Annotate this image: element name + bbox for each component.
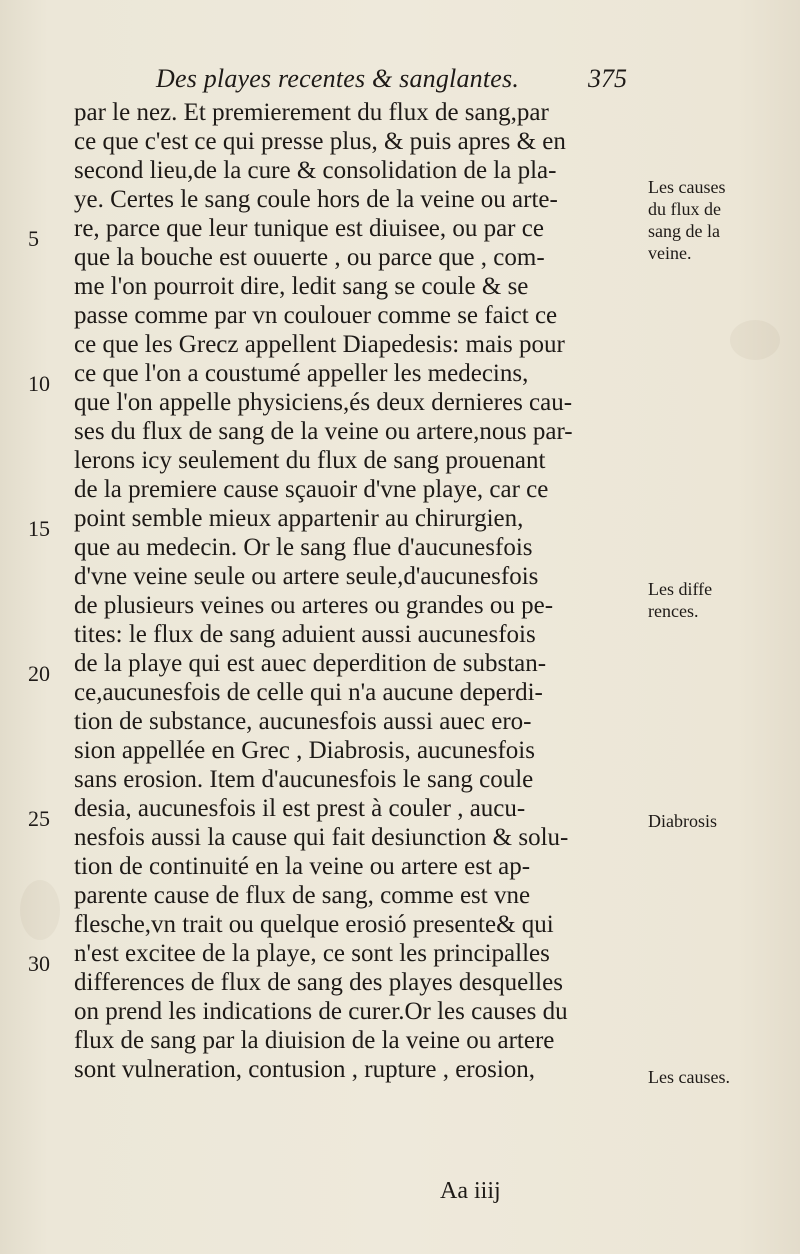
margin-note-line: Les causes [648, 177, 726, 197]
text-line: second lieu,de la cure & consolidation de la pla- [74, 157, 557, 184]
text-line: passe comme par vn coulouer comme se faict ce [74, 302, 558, 329]
margin-note-line: veine. [648, 243, 692, 263]
text-line: ce que les Grecz appellent Diapedesis: mais pour [74, 331, 565, 358]
running-title: Des playes recentes & sanglantes. [156, 64, 520, 93]
margin-note-line: du flux de [648, 199, 721, 219]
line-number-20: 20 [28, 661, 50, 686]
text-line: que l'on appelle physiciens,és deux dernieres cau- [74, 389, 573, 416]
margin-note-causes [648, 1066, 788, 1088]
text-line: d'vne veine seule ou artere seule,d'aucunesfois [74, 563, 539, 590]
text-line: par le nez. Et premierement du flux de sang,par [74, 99, 549, 126]
margin-note-line: sang de la [648, 221, 720, 241]
text-line: flesche,vn trait ou quelque erosió presente& qui [74, 911, 554, 938]
text-line: sans erosion. Item d'aucunesfois le sang coule [74, 766, 534, 793]
line-number-15: 15 [28, 516, 50, 541]
line-number-5: 5 [28, 226, 39, 251]
text-line: ce,aucunesfois de celle qui n'a aucune deperdi- [74, 679, 543, 706]
text-line: on prend les indications de curer.Or les causes du [74, 998, 568, 1025]
page-number: 375 [588, 64, 627, 93]
signature-mark: Aa iiij [440, 1178, 501, 1204]
text-line: de la playe qui est auec deperdition de substan- [74, 650, 547, 677]
text-line: differences de flux de sang des playes desquelles [74, 969, 563, 996]
text-line: desia, aucunesfois il est prest à couler , aucu- [74, 795, 526, 822]
margin-note-line: Les causes. [648, 1067, 730, 1087]
text-line: point semble mieux appartenir au chirurgien, [74, 505, 524, 532]
text-line: tites: le flux de sang aduient aussi aucunesfois [74, 621, 536, 648]
margin-note-differences [648, 578, 788, 622]
line-number-30: 30 [28, 951, 50, 976]
margin-note-line: rences. [648, 601, 699, 621]
paper-stain [730, 320, 780, 360]
text-line: sont vulneration, contusion , rupture , erosion, [74, 1056, 536, 1083]
line-number-25: 25 [28, 806, 50, 831]
text-line: de la premiere cause sçauoir d'vne playe, car ce [74, 476, 549, 503]
text-line: tion de continuité en la veine ou artere est ap- [74, 853, 531, 880]
text-line: tion de substance, aucunesfois aussi auec ero- [74, 708, 532, 735]
text-line: ce que l'on a coustumé appeller les medecins, [74, 360, 529, 387]
text-line: ses du flux de sang de la veine ou artere,nous par- [74, 418, 573, 445]
main-text [74, 98, 654, 1084]
text-line: flux de sang par la diuision de la veine ou artere [74, 1027, 555, 1054]
text-line: n'est excitee de la playe, ce sont les principalles [74, 940, 550, 967]
text-line: ce que c'est ce qui presse plus, & puis apres & en [74, 128, 566, 155]
text-line: de plusieurs veines ou arteres ou grandes ou pe- [74, 592, 554, 619]
text-line: lerons icy seulement du flux de sang prouenant [74, 447, 546, 474]
text-line: que au medecin. Or le sang flue d'aucunesfois [74, 534, 533, 561]
text-line: re, parce que leur tunique est diuisee, ou par ce [74, 215, 544, 242]
line-number-10: 10 [28, 371, 50, 396]
paper-stain [20, 880, 60, 940]
text-line: sion appellée en Grec , Diabrosis, aucunesfois [74, 737, 535, 764]
text-line: nesfois aussi la cause qui fait desiunction & solu- [74, 824, 569, 851]
margin-note-line: Les diffe [648, 579, 713, 599]
margin-note-causes-veine [648, 176, 788, 264]
text-line: me l'on pourroit dire, ledit sang se coule & se [74, 273, 529, 300]
text-line: ye. Certes le sang coule hors de la veine ou arte- [74, 186, 558, 213]
text-line: parente cause de flux de sang, comme est vne [74, 882, 531, 909]
running-header [148, 62, 668, 102]
margin-note-line: Diabrosis [648, 811, 717, 831]
text-line: que la bouche est ouuerte , ou parce que , com- [74, 244, 545, 271]
margin-note-diabrosis [648, 810, 788, 832]
